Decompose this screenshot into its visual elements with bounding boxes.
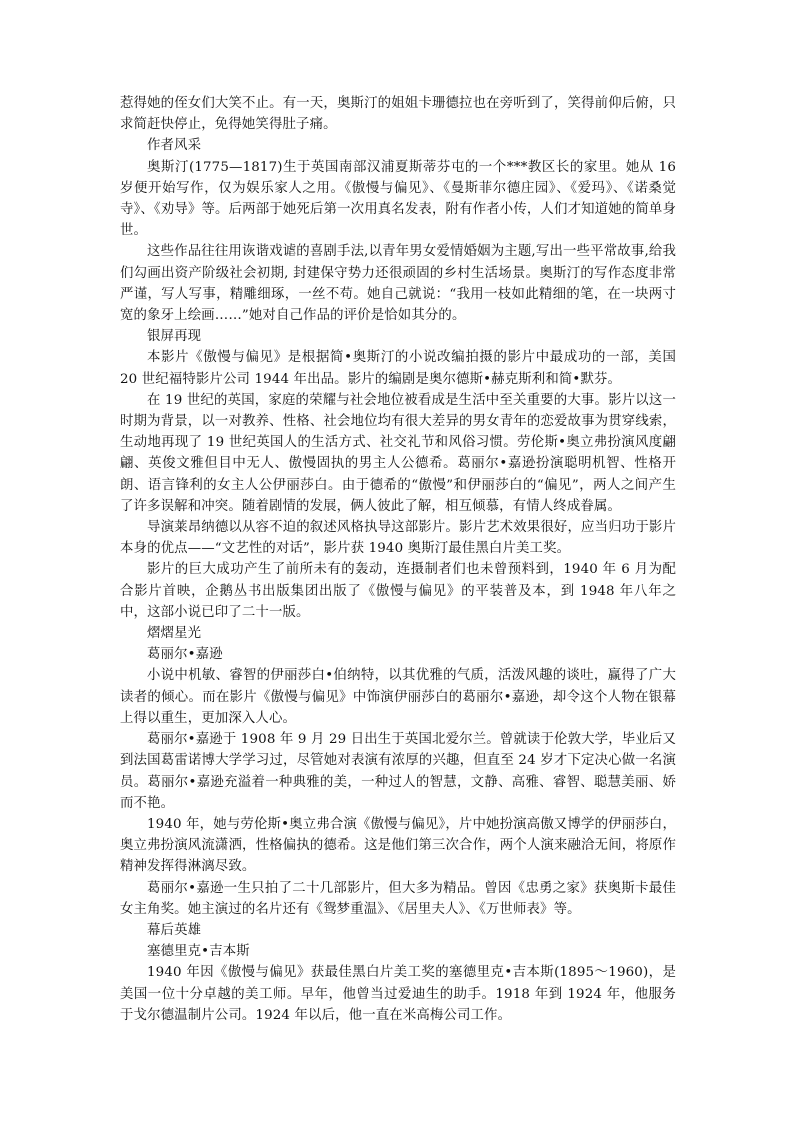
paragraph: 本影片《傲慢与偏见》是根据简•奥斯汀的小说改编拍摄的影片中最成功的一部，美国 20 世纪福特影片公司 1944 年出品。影片的编剧是奥尔德斯•赫克斯利和简•默芬。 (120, 350, 676, 387)
section-heading: 塞德里克•吉本斯 (147, 944, 250, 960)
paragraph: 这些作品往往用诙谐戏谑的喜剧手法,以青年男女爱情婚姻为主题,写出一些平常故事,给我们勾画出资产阶级社会初期, 封建保守势力还很顽固的乡村生活场景。奥斯汀的写作态度非常严谨，写人写事，精雕细琢，一丝不苟。她自己就说：“我用一枝如此精细的笔，在一块两寸宽的象牙上绘画……”她对自己作品的评价是恰如其分的。 (120, 244, 676, 324)
paragraph: 葛丽尔•嘉逊于 1908 年 9 月 29 日出生于英国北爱尔兰。曾就读于伦敦大学，毕业后又到法国葛雷诺博大学学习过，尽管她对表演有浓厚的兴趣，但直至 24 岁才下定决心做一名演员。葛丽尔•嘉逊充溢着一种典雅的美，一种过人的智慧，文静、高雅、睿智、聪慧美丽、娇而不艳。 (120, 732, 676, 811)
paragraph: 小说中机敏、睿智的伊丽莎白•伯纳特，以其优雅的气质，活泼风趣的谈吐，赢得了广大读者的倾心。而在影片《傲慢与偏见》中饰演伊丽莎白的葛丽尔•嘉逊，却令这个人物在银幕上得以重生，更加深入人心。 (120, 668, 676, 726)
section-heading: 幕后英雄 (147, 922, 202, 938)
paragraph: 惹得她的侄女们大笑不止。有一天，奥斯汀的姐姐卡珊德拉也在旁听到了，笑得前仰后俯，只求简赶快停止，免得她笑得肚子痛。 (120, 96, 676, 133)
paragraph: 导演莱昂纳德以从容不迫的叙述风格执导这部影片。影片艺术效果很好，应当归功于影片本身的优点——“文艺性的对话”，影片获 1940 奥斯汀最佳黑白片美工奖。 (120, 520, 676, 557)
paragraph: 葛丽尔•嘉逊一生只拍了二十几部影片，但大多为精品。曾因《忠勇之家》获奥斯卡最佳女主角奖。她主演过的名片还有《鸳梦重温》、《居里夫人》、《万世师表》等。 (120, 880, 676, 917)
paragraph: 1940 年，她与劳伦斯•奥立弗合演《傲慢与偏见》，片中她扮演高傲又博学的伊丽莎白，奥立弗扮演风流潇洒，性格偏执的德希。这是他们第三次合作，两个人演来融洽无间，将原作精神发挥得淋漓尽致。 (120, 816, 676, 875)
paragraph: 奥斯汀(1775—1817)生于英国南部汉浦夏斯蒂芬屯的一个***教区长的家里。她从 16 岁便开始写作，仅为娱乐家人之用。《傲慢与偏见》、《曼斯菲尔德庄园》、《爱玛》、《诺桑觉寺》、《劝导》等。后两部于她死后第一次用真名发表，附有作者小传，人们才知道她的简单身世。 (120, 159, 676, 239)
paragraph: 1940 年因《傲慢与偏见》获最佳黑白片美工奖的塞德里克•吉本斯(1895～1960)，是美国一位十分卓越的美工师。早年，他曾当过爱迪生的助手。1918 年到 1924 年，他服务于戈尔德温制片公司。1924 年以后，他一直在米高梅公司工作。 (120, 965, 676, 1023)
paragraph: 影片的巨大成功产生了前所未有的轰动，连摄制者们也未曾预料到，1940 年 6 月为配合影片首映，企鹅丛书出版集团出版了《傲慢与偏见》的平装普及本，到 1948 年八年之中，这部小说已印了二十一版。 (120, 562, 676, 620)
section-heading: 葛丽尔•嘉逊 (147, 647, 223, 663)
section-heading: 作者风采 (147, 138, 202, 154)
section-heading: 熠熠星光 (147, 626, 202, 642)
article-body (120, 93, 676, 1026)
section-heading: 银屏再现 (147, 329, 202, 345)
paragraph: 在 19 世纪的英国，家庭的荣耀与社会地位被看成是生活中至关重要的大事。影片以这一时期为背景，以一对教养、性格、社会地位均有很大差异的男女青年的恋爱故事为贯穿线索，生动地再现了 19 世纪英国人的生活方式、社交礼节和风俗习惯。劳伦斯•奥立弗扮演风度翩翩、英俊文雅但目中无人、傲慢固执的男主人公德希。葛丽尔•嘉逊扮演聪明机智、性格开朗、语言锋利的女主人公伊丽莎白。由于德希的“傲慢”和伊丽莎白的“偏见”，两人之间产生了许多误解和冲突。随着剧情的发展，俩人彼此了解，相互倾慕，有情人终成眷属。 (120, 392, 676, 514)
